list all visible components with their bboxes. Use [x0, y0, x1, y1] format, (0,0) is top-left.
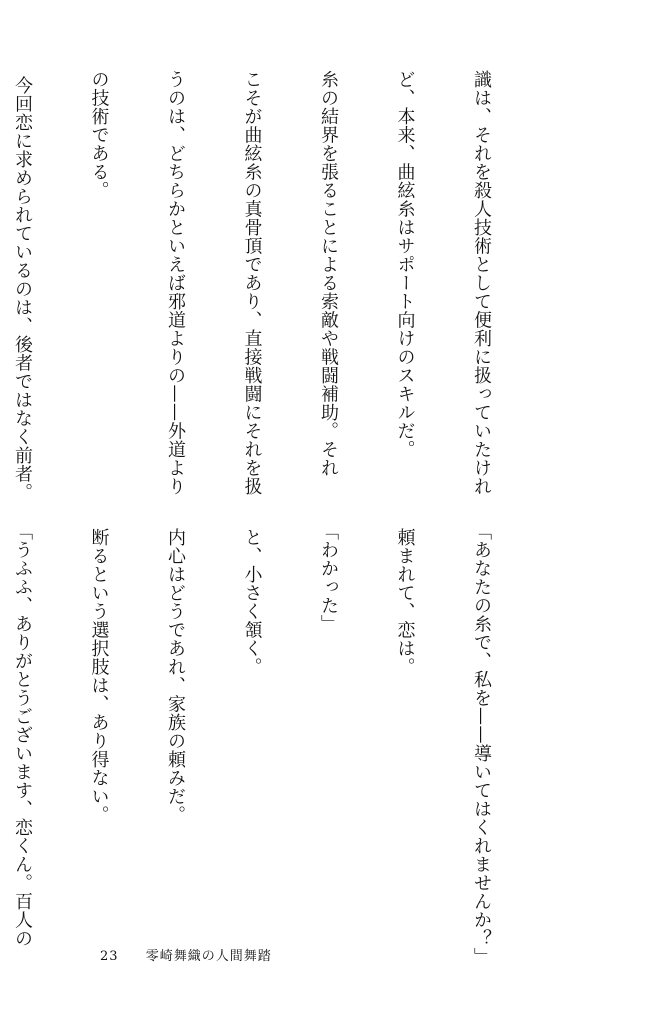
text-line: うのは、どちらかといえば邪道よりの——外道より	[165, 70, 186, 496]
text-line: 識は、それを殺人技術として便利に扱っていたけれ	[471, 70, 492, 496]
text-line: ど、本来、曲絃糸はサポート向けのスキルだ。	[394, 70, 416, 459]
text-line: と、小さく頷く。	[241, 522, 263, 677]
page-number: 23	[100, 949, 119, 964]
text-line: の技術である。	[88, 70, 110, 200]
text-line: 糸の結界を張ることによる索敵や戦闘補助。それ	[318, 70, 339, 477]
running-title: 零崎舞織の人間舞踏	[145, 949, 272, 964]
text-line: こそが曲絃糸の真骨頂であり、直接戦闘にそれを扱	[241, 70, 263, 496]
text-line: 今回恋に求められているのは、後者ではなく前者。	[12, 70, 33, 502]
text-line: 頼まれて、恋は。	[394, 522, 416, 677]
text-block-top	[0, 70, 545, 502]
text-line: 「あなたの糸で、私を——導いてはくれませんか？」	[471, 522, 492, 966]
page-footer	[100, 945, 272, 964]
text-line: 内心はどうであれ、家族の頼みだ。	[165, 522, 186, 825]
text-line: 「わかった」	[318, 522, 339, 633]
text-line: 「うふふ、ありがとうございます、恋くん。百人の	[12, 522, 33, 948]
text-line: 断るという選択肢は、あり得ない。	[88, 522, 110, 825]
